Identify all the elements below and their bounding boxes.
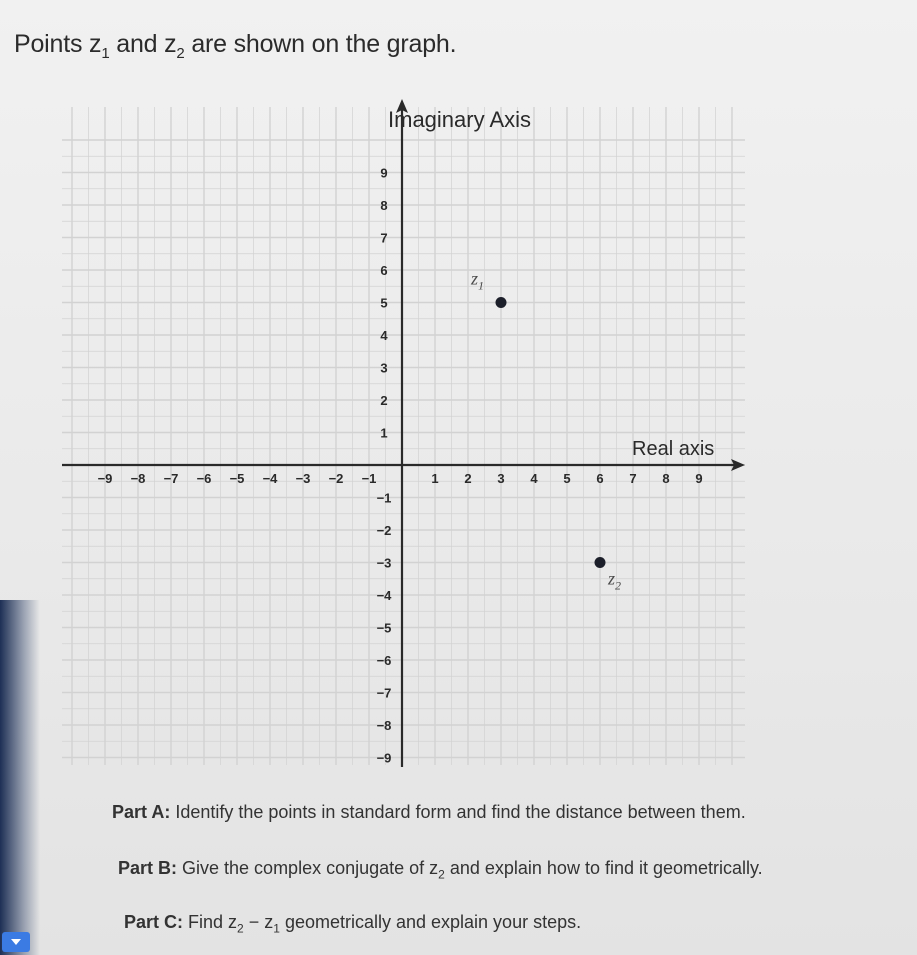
part-b-z-subscript: 2 — [438, 867, 445, 882]
part-b-body-end: and explain how to find it geometrically. — [444, 858, 763, 878]
question-prefix: Points — [14, 30, 90, 58]
y-tick-label: −9 — [376, 750, 392, 766]
y-tick-label: 2 — [380, 393, 388, 408]
y-tick-label: −2 — [376, 523, 392, 538]
y-tick-label: 1 — [380, 425, 388, 441]
x-tick-label: 5 — [563, 471, 571, 486]
part-c-operator: − — [243, 912, 265, 932]
part-c-body-end: geometrically and explain your steps. — [279, 912, 582, 932]
y-tick-label: −5 — [376, 620, 392, 636]
y-axis-label: Imaginary Axis — [388, 107, 532, 132]
part-a-body: Identify the points in standard form and find the distance between them. — [170, 802, 746, 822]
z1-subscript: 1 — [101, 45, 110, 62]
y-tick-label: −3 — [376, 555, 392, 571]
part-c-body-start: Find — [183, 912, 229, 932]
question-suffix: are shown on the graph. — [184, 30, 457, 58]
y-tick-label: 9 — [380, 165, 388, 181]
part-a-label: Part A: — [112, 802, 171, 822]
part-c-label: Part C: — [124, 912, 184, 932]
complex-plane-graph — [0, 95, 760, 785]
y-tick-label: 6 — [380, 263, 388, 278]
complex-plane-svg — [0, 95, 760, 785]
part-c-z2: z — [228, 912, 238, 932]
x-tick-label: 9 — [695, 471, 703, 486]
x-tick-label: 6 — [596, 471, 604, 486]
x-tick-label: −2 — [328, 471, 344, 486]
x-tick-label: 4 — [530, 471, 538, 486]
y-tick-label: 8 — [380, 198, 388, 213]
part-b-text — [118, 858, 763, 882]
x-axis-label: Real axis — [632, 438, 715, 460]
part-c-text — [124, 912, 581, 936]
y-tick-label: −7 — [376, 685, 392, 701]
x-tick-label: 3 — [497, 471, 505, 486]
part-b-body-start: Give the complex conjugate of — [177, 858, 430, 878]
point-label-z2: $z_2$ — [608, 568, 622, 593]
z2-subscript: 2 — [176, 45, 185, 62]
x-tick-label: 8 — [662, 471, 670, 486]
x-tick-label: 7 — [629, 471, 637, 486]
z2-text: z — [164, 30, 177, 58]
x-tick-label: −1 — [361, 471, 377, 486]
part-c-z2-subscript: 2 — [237, 921, 244, 936]
question-middle: and — [109, 30, 165, 58]
y-tick-label: 7 — [380, 230, 388, 246]
y-tick-label: −1 — [376, 490, 392, 506]
z1-text: z — [89, 30, 102, 58]
point-z2 — [595, 557, 606, 568]
x-tick-label: −5 — [229, 471, 245, 486]
point-z1 — [496, 297, 507, 308]
y-tick-label: 3 — [380, 360, 388, 376]
y-tick-label: −6 — [376, 653, 392, 668]
x-tick-label: 2 — [464, 471, 472, 486]
data-points — [470, 269, 621, 593]
y-tick-label: 5 — [380, 295, 388, 311]
x-tick-label: −4 — [262, 471, 278, 486]
part-b-label: Part B: — [118, 858, 178, 878]
y-tick-label: −4 — [376, 588, 392, 603]
x-tick-label: −7 — [163, 471, 179, 486]
x-tick-label: −9 — [97, 471, 113, 486]
question-text — [14, 30, 456, 62]
point-label-z1: $z_1$ — [471, 268, 485, 293]
grid-lines — [62, 107, 745, 765]
x-tick-label: −3 — [295, 471, 311, 486]
part-a-text — [112, 802, 746, 823]
dropdown-tab-icon[interactable] — [2, 932, 30, 952]
y-tick-label: −8 — [376, 718, 392, 733]
part-b-z: z — [429, 858, 439, 878]
x-tick-label: −8 — [130, 471, 146, 486]
part-c-z1: z — [264, 912, 274, 932]
y-tick-label: 4 — [380, 328, 388, 343]
x-tick-label: 1 — [431, 471, 439, 486]
part-c-z1-subscript: 1 — [273, 921, 280, 936]
x-tick-label: −6 — [196, 471, 212, 486]
